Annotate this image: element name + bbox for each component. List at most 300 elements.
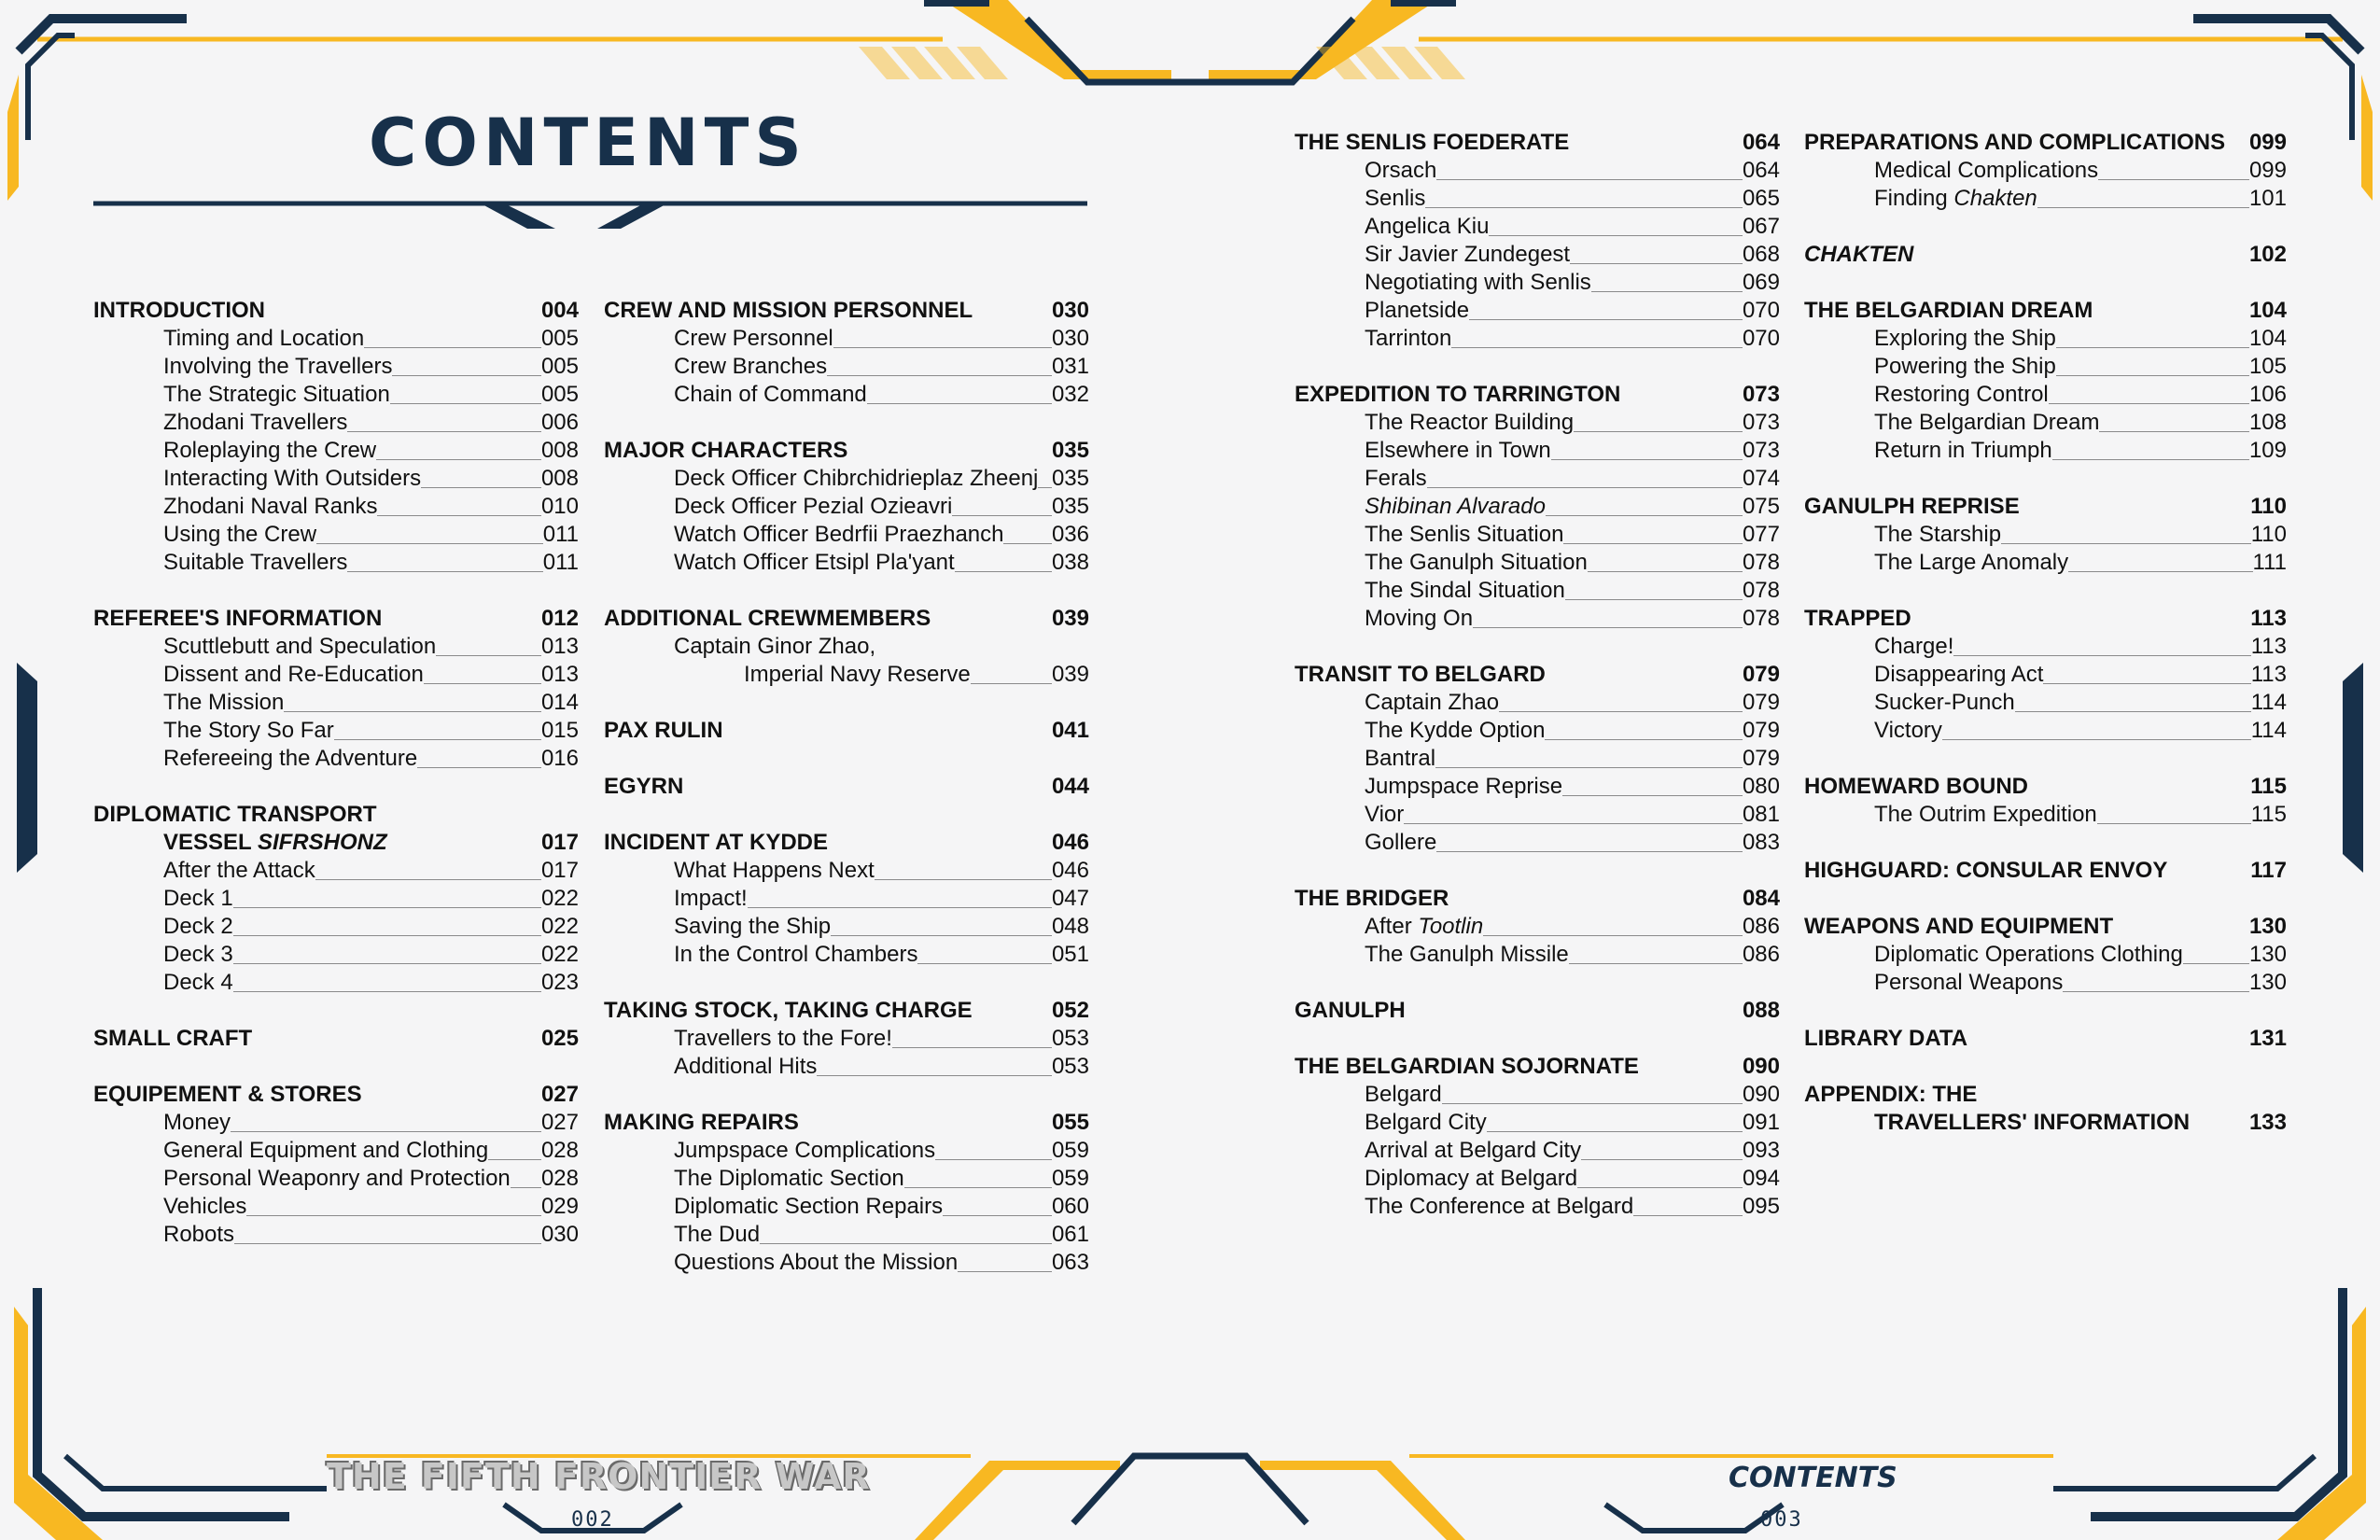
toc-section-entry[interactable] <box>604 717 1089 745</box>
toc-subsection-entry[interactable] <box>93 409 579 437</box>
toc-spacer <box>604 1081 1089 1109</box>
toc-leader-line <box>2056 347 2249 348</box>
toc-subsection-entry[interactable] <box>1804 801 2287 829</box>
toc-section-entry[interactable] <box>93 1081 579 1109</box>
toc-subsection-entry[interactable] <box>604 493 1089 521</box>
toc-leader-line <box>1404 823 1743 824</box>
toc-page-number: 131 <box>2248 1026 2287 1051</box>
toc-section-entry[interactable] <box>1804 1025 2287 1053</box>
toc-leader-line <box>892 1047 1052 1048</box>
toc-leader-line <box>233 907 541 908</box>
toc-subsection-entry[interactable] <box>604 549 1089 577</box>
toc-page-number: 064 <box>1742 158 1780 183</box>
toc-entry-label: The Story So Far <box>163 718 334 743</box>
toc-subsection-entry[interactable] <box>604 325 1089 353</box>
toc-leader-line <box>1487 1131 1743 1132</box>
toc-page-number: 006 <box>540 410 579 435</box>
toc-subsection-entry[interactable] <box>604 1137 1089 1165</box>
toc-section-entry[interactable] <box>1804 857 2287 885</box>
toc-subsection-entry[interactable] <box>1295 605 1780 633</box>
toc-leader-line <box>827 375 1052 376</box>
toc-subsection-entry[interactable] <box>1804 549 2287 577</box>
toc-leader-line <box>2056 375 2249 376</box>
toc-entry-label: Victory <box>1874 718 1942 743</box>
toc-section-entry[interactable] <box>93 297 579 325</box>
toc-page-number: 035 <box>1051 494 1089 519</box>
bottom-center-notch <box>915 1461 1120 1540</box>
toc-subsection-entry[interactable] <box>93 381 579 409</box>
toc-subsection-entry[interactable] <box>93 1221 579 1249</box>
toc-leader-line <box>284 711 541 712</box>
toc-entry-label: Captain Ginor Zhao, <box>674 634 876 659</box>
toc-page-number: 130 <box>2248 914 2287 939</box>
toc-subsection-entry[interactable] <box>1804 633 2287 661</box>
toc-entry-label: Planetside <box>1365 298 1470 323</box>
toc-leader-line <box>364 347 541 348</box>
toc-leader-line <box>971 683 1052 684</box>
toc-subsection-entry[interactable] <box>1295 1137 1780 1165</box>
toc-subsection-entry[interactable] <box>1295 409 1780 437</box>
toc-subsection-entry[interactable] <box>1295 465 1780 493</box>
toc-subsection-entry[interactable] <box>1804 409 2287 437</box>
toc-leader-line <box>2037 207 2249 208</box>
toc-leader-line <box>1569 963 1743 964</box>
toc-subsection-entry[interactable] <box>93 885 579 913</box>
toc-subsection-entry[interactable] <box>93 913 579 941</box>
toc-entry-label: Suitable Travellers <box>163 550 348 575</box>
toc-section-entry[interactable] <box>1295 885 1780 913</box>
toc-page-number: 130 <box>2248 942 2287 967</box>
toc-entry-label: PREPARATIONS AND COMPLICATIONS <box>1804 130 2226 155</box>
toc-entry-label: Money <box>163 1110 231 1135</box>
toc-page-number: 008 <box>540 466 579 491</box>
toc-entry-label: Charge! <box>1874 634 1954 659</box>
toc-entry-label: Deck 1 <box>163 886 233 911</box>
toc-subsection-entry[interactable] <box>93 941 579 969</box>
toc-page-number: 081 <box>1742 802 1780 827</box>
toc-subsection-entry[interactable] <box>1295 213 1780 241</box>
toc-section-entry[interactable] <box>93 1025 579 1053</box>
toc-subsection-entry[interactable] <box>1804 381 2287 409</box>
toc-entry-label: MAJOR CHARACTERS <box>604 438 848 463</box>
toc-entry-label: TAKING STOCK, TAKING CHARGE <box>604 998 973 1023</box>
toc-subsection-entry[interactable] <box>93 969 579 997</box>
toc-leader-line <box>1436 179 1743 180</box>
toc-page-number: 104 <box>2248 298 2287 323</box>
toc-spacer <box>604 801 1089 829</box>
toc-entry-label: Vehicles <box>163 1194 247 1219</box>
toc-subsection-entry[interactable] <box>93 549 579 577</box>
toc-subsection-entry[interactable] <box>604 633 1089 661</box>
toc-leader-line <box>1588 571 1743 572</box>
toc-entry-label: Involving the Travellers <box>163 354 393 379</box>
toc-subsection-entry[interactable] <box>1295 493 1780 521</box>
toc-entry-label: Arrival at Belgard City <box>1365 1138 1582 1163</box>
toc-subsection-entry[interactable] <box>93 465 579 493</box>
toc-entry-label: APPENDIX: THE <box>1804 1082 1978 1107</box>
toc-entry-label: The Diplomatic Section <box>674 1166 904 1191</box>
toc-subsection-entry[interactable] <box>93 521 579 549</box>
toc-entry-label: EXPEDITION TO TARRINGTON <box>1295 382 1621 407</box>
toc-subsection-entry[interactable] <box>604 913 1089 941</box>
toc-subsection-entry[interactable] <box>1295 325 1780 353</box>
toc-leader-line <box>1574 431 1743 432</box>
toc-page-number: 080 <box>1742 774 1780 799</box>
toc-section-entry[interactable] <box>604 437 1089 465</box>
toc-leader-line <box>436 655 541 656</box>
toc-subsection-entry[interactable] <box>1295 297 1780 325</box>
toc-subsection-entry[interactable] <box>1804 689 2287 717</box>
toc-entry-label: What Happens Next <box>674 858 875 883</box>
toc-subsection-entry[interactable] <box>1295 437 1780 465</box>
toc-section-entry[interactable] <box>1295 1053 1780 1081</box>
toc-leader-line <box>2001 543 2251 544</box>
toc-page-number: 106 <box>2248 382 2287 407</box>
toc-leader-line <box>1633 1215 1743 1216</box>
toc-page-number: 069 <box>1742 270 1780 295</box>
toc-leader-line <box>833 347 1052 348</box>
toc-entry-label: The Outrim Expedition <box>1874 802 2097 827</box>
toc-spacer <box>1804 1053 2287 1081</box>
toc-subsection-entry[interactable] <box>604 465 1089 493</box>
toc-page-number: 083 <box>1742 830 1780 855</box>
toc-page-number: 102 <box>2248 242 2287 267</box>
toc-section-entry[interactable] <box>93 801 579 829</box>
toc-subsection-entry[interactable] <box>1295 829 1780 857</box>
toc-leader-line <box>1942 739 2251 740</box>
toc-page-number: 078 <box>1742 550 1780 575</box>
toc-subsection-entry[interactable] <box>604 381 1089 409</box>
toc-leader-line <box>233 963 541 964</box>
toc-subsection-entry[interactable] <box>1295 185 1780 213</box>
toc-page-number: 035 <box>1051 466 1089 491</box>
toc-entry-label-italic: SIFRSHONZ <box>257 830 387 855</box>
toc-page-number: 032 <box>1051 382 1089 407</box>
side-bracket-right <box>2343 663 2363 873</box>
toc-entry-label: Return in Triumph <box>1874 438 2052 463</box>
toc-page-number: 108 <box>2248 410 2287 435</box>
toc-page-number: 046 <box>1051 830 1089 855</box>
toc-section-entry[interactable] <box>604 605 1089 633</box>
toc-entry-label: Elsewhere in Town <box>1365 438 1551 463</box>
toc-subsection-entry[interactable] <box>1295 269 1780 297</box>
toc-subsection-entry[interactable] <box>1804 325 2287 353</box>
toc-subsection-entry[interactable] <box>93 689 579 717</box>
toc-spacer <box>604 969 1089 997</box>
toc-page-number: 074 <box>1742 466 1780 491</box>
toc-leader-line <box>421 487 541 488</box>
toc-page-number: 004 <box>540 298 579 323</box>
toc-section-entry[interactable] <box>1804 129 2287 157</box>
toc-leader-line <box>334 739 541 740</box>
toc-subsection-entry[interactable] <box>604 1249 1089 1277</box>
toc-spacer <box>1804 577 2287 605</box>
toc-subsection-entry[interactable] <box>1295 773 1780 801</box>
toc-page-number: 030 <box>1051 326 1089 351</box>
toc-entry-label: INTRODUCTION <box>93 298 265 323</box>
toc-entry-label: Medical Complications <box>1874 158 2099 183</box>
toc-section-entry[interactable] <box>604 297 1089 325</box>
toc-leader-line <box>1425 207 1743 208</box>
toc-page-number: 113 <box>2250 662 2287 687</box>
toc-subsection-entry[interactable] <box>604 1221 1089 1249</box>
toc-subsection-entry[interactable] <box>1295 577 1780 605</box>
toc-spacer <box>1295 353 1780 381</box>
toc-subsection-entry[interactable] <box>93 633 579 661</box>
toc-page-number: 025 <box>540 1026 579 1051</box>
toc-leader-line <box>917 963 1051 964</box>
toc-section-entry[interactable] <box>93 605 579 633</box>
toc-entry-label: The Large Anomaly <box>1874 550 2069 575</box>
toc-section-entry[interactable] <box>604 997 1089 1025</box>
toc-section-entry[interactable] <box>1804 1081 2287 1109</box>
toc-subsection-entry[interactable] <box>1295 1109 1780 1137</box>
toc-entry-label: General Equipment and Clothing <box>163 1138 489 1163</box>
toc-subsection-entry[interactable] <box>604 521 1089 549</box>
toc-column-4 <box>1804 129 2287 1137</box>
toc-entry-label: Watch Officer Etsipl Pla'yant <box>674 550 955 575</box>
toc-leader-line <box>347 571 542 572</box>
toc-section-entry[interactable] <box>1804 605 2287 633</box>
toc-leader-line <box>2052 459 2249 460</box>
toc-entry-label: Timing and Location <box>163 326 365 351</box>
toc-subsection-entry[interactable] <box>1295 689 1780 717</box>
toc-entry-label: Deck 4 <box>163 970 233 995</box>
toc-page-number: 017 <box>540 830 579 855</box>
toc-section-entry[interactable] <box>1295 381 1780 409</box>
toc-section-entry[interactable] <box>604 1109 1089 1137</box>
toc-leader-line <box>1551 459 1743 460</box>
toc-page-number: 099 <box>2248 130 2287 155</box>
footer-section-title: CONTENTS <box>1729 1462 1897 1494</box>
toc-leader-line <box>1581 1159 1743 1160</box>
toc-column-2 <box>604 297 1089 1277</box>
toc-page-number: 027 <box>540 1110 579 1135</box>
toc-subsection-entry[interactable] <box>604 1165 1089 1193</box>
footer-book-title: THE FIFTH FRONTIER WAR <box>327 1456 871 1497</box>
toc-subsection-entry[interactable] <box>1295 521 1780 549</box>
toc-subsection-entry[interactable] <box>604 1193 1089 1221</box>
toc-entry-label: HOMEWARD BOUND <box>1804 774 2028 799</box>
toc-page-number: 030 <box>540 1222 579 1247</box>
toc-page-number: 044 <box>1051 774 1089 799</box>
toc-section-entry[interactable] <box>1295 997 1780 1025</box>
toc-entry-label: Sucker-Punch <box>1874 690 2015 715</box>
toc-spacer <box>1804 465 2287 493</box>
toc-subsection-entry[interactable] <box>604 1025 1089 1053</box>
toc-subsection-entry[interactable] <box>93 325 579 353</box>
toc-subsection-entry[interactable] <box>93 1109 579 1137</box>
toc-leader-line <box>233 991 541 992</box>
toc-subsection-entry[interactable] <box>1295 941 1780 969</box>
toc-entry-label: Zhodani Travellers <box>163 410 348 435</box>
toc-page-number: 028 <box>540 1166 579 1191</box>
toc-leader-line <box>2098 179 2249 180</box>
toc-page-number: 073 <box>1742 410 1780 435</box>
toc-section-entry[interactable] <box>1804 241 2287 269</box>
toc-section-entry[interactable] <box>1804 913 2287 941</box>
toc-leader-line <box>2063 991 2249 992</box>
toc-entry-label-italic: Chakten <box>1953 186 2037 211</box>
toc-entry-label: HIGHGUARD: CONSULAR ENVOY <box>1804 858 2168 883</box>
toc-section-entry[interactable] <box>1804 493 2287 521</box>
toc-entry-label: Robots <box>163 1222 235 1247</box>
toc-section-entry[interactable] <box>1804 297 2287 325</box>
toc-subsection-entry[interactable] <box>1804 941 2287 969</box>
toc-entry-label: Shibinan Alvarado <box>1365 494 1546 519</box>
toc-entry-label: Senlis <box>1365 186 1426 211</box>
toc-subsection-entry[interactable] <box>1295 157 1780 185</box>
toc-leader-line <box>943 1215 1052 1216</box>
toc-subsection-entry[interactable] <box>604 1053 1089 1081</box>
toc-subsection-entry[interactable] <box>604 941 1089 969</box>
toc-leader-line <box>376 459 541 460</box>
toc-entry-label: Gollere <box>1365 830 1437 855</box>
toc-subsection-entry[interactable] <box>1295 717 1780 745</box>
toc-page-number: 011 <box>542 550 579 575</box>
toc-subsection-entry[interactable] <box>1804 969 2287 997</box>
toc-section-entry[interactable] <box>1804 773 2287 801</box>
toc-entry-label: VESSEL <box>163 830 252 855</box>
toc-leader-line <box>392 375 541 376</box>
toc-page-number: 048 <box>1051 914 1089 939</box>
toc-page-number: 027 <box>540 1082 579 1107</box>
toc-leader-line <box>2068 571 2252 572</box>
toc-subsection-entry[interactable] <box>93 1165 579 1193</box>
toc-spacer <box>1804 269 2287 297</box>
toc-section-entry[interactable] <box>93 829 579 857</box>
toc-section-entry[interactable] <box>1295 661 1780 689</box>
toc-page-number: 041 <box>1051 718 1089 743</box>
toc-leader-line <box>2097 823 2251 824</box>
toc-entry-label: Interacting With Outsiders <box>163 466 422 491</box>
toc-entry-label: REFEREE'S INFORMATION <box>93 606 383 631</box>
toc-entry-label: GANULPH <box>1295 998 1406 1023</box>
toc-entry-label: Refereeing the Adventure <box>163 746 418 771</box>
toc-entry-label: Vior <box>1365 802 1405 827</box>
toc-page-number: 061 <box>1051 1222 1089 1247</box>
toc-entry-label: The Conference at Belgard <box>1365 1194 1634 1219</box>
toc-subsection-entry[interactable] <box>1804 157 2287 185</box>
toc-page-number: 059 <box>1051 1138 1089 1163</box>
toc-leader-line <box>1953 655 2250 656</box>
toc-subsection-entry[interactable] <box>93 661 579 689</box>
toc-spacer <box>604 577 1089 605</box>
toc-entry-label: The Sindal Situation <box>1365 578 1565 603</box>
toc-page-number: 078 <box>1742 578 1780 603</box>
toc-leader-line <box>1577 1187 1743 1188</box>
toc-page-number: 075 <box>1742 494 1780 519</box>
toc-leader-line <box>390 403 541 404</box>
toc-section-entry[interactable] <box>1295 129 1780 157</box>
toc-page-number: 046 <box>1051 858 1089 883</box>
toc-section-entry[interactable] <box>604 773 1089 801</box>
toc-leader-line <box>1563 543 1742 544</box>
toc-page-number: 070 <box>1742 326 1780 351</box>
toc-subsection-entry[interactable] <box>1804 437 2287 465</box>
toc-page-number: 065 <box>1742 186 1780 211</box>
toc-spacer <box>93 1053 579 1081</box>
toc-subsection-entry[interactable] <box>604 661 1089 689</box>
toc-subsection-entry[interactable] <box>1295 913 1780 941</box>
toc-page-number: 022 <box>540 886 579 911</box>
toc-subsection-entry[interactable] <box>93 353 579 381</box>
toc-subsection-entry[interactable] <box>93 1193 579 1221</box>
corner-bottom-left <box>37 1288 289 1517</box>
toc-page-number: 091 <box>1742 1110 1780 1135</box>
toc-leader-line <box>1489 235 1743 236</box>
toc-entry-label: Moving On <box>1365 606 1474 631</box>
toc-page-number: 011 <box>542 522 579 547</box>
toc-subsection-entry[interactable] <box>1804 185 2287 213</box>
toc-subsection-entry[interactable] <box>1295 745 1780 773</box>
toc-leader-line <box>347 431 541 432</box>
toc-subsection-entry[interactable] <box>93 745 579 773</box>
toc-leader-line <box>1562 795 1743 796</box>
toc-subsection-entry[interactable] <box>93 1137 579 1165</box>
toc-subsection-entry[interactable] <box>1295 1193 1780 1221</box>
toc-subsection-entry[interactable] <box>604 885 1089 913</box>
toc-page-number: 012 <box>540 606 579 631</box>
toc-entry-label: The Strategic Situation <box>163 382 390 407</box>
toc-page-number: 078 <box>1742 606 1780 631</box>
toc-entry-label: Orsach <box>1365 158 1437 183</box>
toc-entry-label: Ferals <box>1365 466 1427 491</box>
toc-leader-line <box>316 543 543 544</box>
toc-subsection-entry[interactable] <box>93 437 579 465</box>
toc-page-number: 090 <box>1742 1082 1780 1107</box>
toc-leader-line <box>1038 487 1052 488</box>
toc-column-3 <box>1295 129 1780 1221</box>
toc-subsection-entry[interactable] <box>93 493 579 521</box>
toc-entry-label: Personal Weaponry and Protection <box>163 1166 511 1191</box>
toc-subsection-entry[interactable] <box>1804 353 2287 381</box>
toc-page-number: 013 <box>540 662 579 687</box>
toc-subsection-entry[interactable] <box>1804 661 2287 689</box>
toc-page-number: 115 <box>2250 774 2287 799</box>
toc-entry-label: TRANSIT TO BELGARD <box>1295 662 1546 687</box>
toc-subsection-entry[interactable] <box>93 717 579 745</box>
toc-page-number: 077 <box>1742 522 1780 547</box>
toc-spacer <box>1804 745 2287 773</box>
toc-subsection-entry[interactable] <box>1295 1081 1780 1109</box>
toc-subsection-entry[interactable] <box>1804 521 2287 549</box>
toc-subsection-entry[interactable] <box>1295 801 1780 829</box>
toc-subsection-entry[interactable] <box>93 857 579 885</box>
page-number-left: 002 <box>571 1508 614 1532</box>
toc-page-number: 015 <box>540 718 579 743</box>
toc-subsection-entry[interactable] <box>1295 241 1780 269</box>
toc-leader-line <box>748 907 1052 908</box>
toc-section-entry[interactable] <box>1804 1109 2287 1137</box>
toc-spacer <box>1295 1025 1780 1053</box>
toc-section-entry[interactable] <box>604 829 1089 857</box>
toc-entry-label: Restoring Control <box>1874 382 2049 407</box>
toc-leader-line <box>1473 627 1743 628</box>
toc-entry-label: TRAVELLERS' INFORMATION <box>1874 1110 2191 1135</box>
toc-page-number: 053 <box>1051 1054 1089 1079</box>
toc-entry-label: CREW AND MISSION PERSONNEL <box>604 298 973 323</box>
toc-spacer <box>1804 885 2287 913</box>
toc-subsection-entry[interactable] <box>1295 549 1780 577</box>
toc-page-number: 063 <box>1051 1250 1089 1275</box>
toc-page-number: 088 <box>1742 998 1780 1023</box>
toc-subsection-entry[interactable] <box>1295 1165 1780 1193</box>
toc-subsection-entry[interactable] <box>604 353 1089 381</box>
toc-subsection-entry[interactable] <box>604 857 1089 885</box>
toc-subsection-entry[interactable] <box>1804 717 2287 745</box>
toc-entry-label: Finding <box>1874 186 1948 211</box>
